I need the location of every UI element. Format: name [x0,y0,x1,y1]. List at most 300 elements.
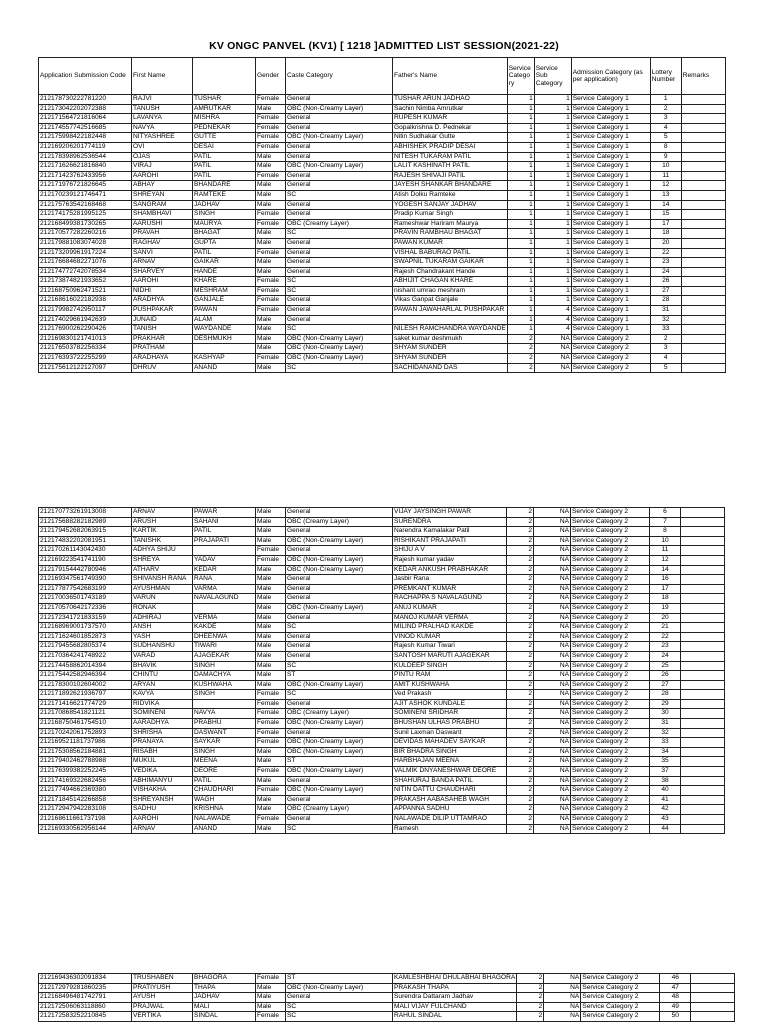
cell-lottery-number: 2 [650,104,681,114]
cell-gender: Female [256,219,286,229]
cell-gender: Male [256,267,286,277]
table-row [39,286,726,296]
cell-fathers-name: LALIT KASHINATH PATIL [393,162,508,172]
cell-admission-category: Service Category 1 [571,210,650,220]
cell-remarks [681,238,725,248]
table-row [39,315,726,325]
cell-application-code: 212174832202081951 [39,536,132,546]
cell-remarks [681,642,725,652]
cell-first-name: KAVYA [132,690,193,700]
cell-first-name: SADHU [132,805,193,815]
cell-lottery-number: 32 [650,728,681,738]
cell-admission-category: Service Category 1 [571,267,650,277]
cell-service-category: 2 [507,363,534,373]
table-row [39,95,726,105]
cell-service-sub-category: NA [534,776,571,786]
table-row [39,757,725,767]
cell-admission-category: Service Category 2 [571,354,650,364]
cell-first-name: AARUSHI [132,219,193,229]
cell-service-category: 1 [507,258,534,268]
cell-admission-category: Service Category 2 [571,824,650,834]
cell-lottery-number: 10 [650,162,681,172]
cell-caste-category: General [286,651,393,661]
table-row [39,993,735,1003]
cell-first-name: ARUSH [132,517,193,527]
document-title: KV ONGC PANVEL (KV1) [ 1218 ]ADMITTED LIST SESSION(2021-22) [209,40,559,52]
cell-service-category: 2 [507,334,534,344]
cell-service-sub-category: NA [534,508,571,518]
cell-first-name: VERTIKA [132,1012,193,1022]
table-row [39,508,725,518]
table-row [39,123,726,133]
cell-caste-category: OBC (Creamy Layer) [286,805,393,815]
cell-admission-category: Service Category 2 [571,786,650,796]
cell-first-name: ARNAV [132,508,193,518]
cell-fathers-name: Rajesh Chandrakant Hande [393,267,508,277]
cell-service-category: 1 [507,267,534,277]
cell-service-category: 1 [507,248,534,258]
cell-first-name: YASH [132,632,193,642]
cell-application-code: 212176684682271076 [39,258,132,268]
cell-service-sub-category: NA [534,344,571,354]
cell-admission-category: Service Category 2 [571,565,650,575]
cell-last-name: JADHAV [193,993,256,1003]
cell-fathers-name: RACHAPPA S NAVALAGUND [393,594,507,604]
cell-caste-category: General [286,699,393,709]
cell-last-name [193,344,256,354]
cell-caste-category: OBC (Non-Creamy Layer) [286,555,393,565]
cell-admission-category: Service Category 2 [571,555,650,565]
cell-caste-category: General [286,632,393,642]
cell-caste-category: SC [286,690,393,700]
table-row [39,776,725,786]
cell-service-sub-category: NA [534,680,571,690]
cell-application-code: 212170242061752893 [39,728,132,738]
table-row [39,738,725,748]
cell-remarks [681,286,725,296]
cell-service-sub-category: 1 [534,123,571,133]
cell-service-category: 2 [507,805,534,815]
cell-service-sub-category: 1 [534,248,571,258]
cell-admission-category: Service Category 1 [571,200,650,210]
cell-first-name: ADHIRAJ [132,613,193,623]
cell-service-category: 1 [507,162,534,172]
cell-remarks [681,805,725,815]
cell-service-category: 1 [507,315,534,325]
cell-service-sub-category: NA [534,575,571,585]
cell-caste-category: OBC (Non-Creamy Layer) [286,536,393,546]
cell-gender: Male [256,162,286,172]
table-row [39,699,725,709]
cell-last-name: SINGH [193,661,256,671]
cell-application-code: 212168611661737198 [39,815,132,825]
cell-service-sub-category: NA [544,1002,581,1012]
cell-remarks [681,354,725,364]
cell-service-sub-category: NA [534,786,571,796]
cell-lottery-number: 48 [660,993,691,1003]
cell-service-sub-category: NA [534,594,571,604]
cell-remarks [681,334,725,344]
table-row [39,719,725,729]
cell-last-name: DHEENWA [193,632,256,642]
cell-fathers-name: Sachin Nimba Amrutkar [393,104,508,114]
cell-application-code: 212170773261913008 [39,508,132,518]
cell-service-sub-category: NA [534,613,571,623]
cell-remarks [691,974,735,984]
cell-admission-category: Service Category 2 [571,517,650,527]
cell-caste-category: General [286,210,393,220]
cell-service-sub-category: NA [534,824,571,834]
cell-service-sub-category: 1 [534,104,571,114]
cell-remarks [681,776,725,786]
admitted-list-table-page-2 [38,507,725,834]
cell-first-name: RAGHAV [132,238,193,248]
cell-gender: Female [256,709,286,719]
cell-service-category: 2 [507,671,534,681]
cell-fathers-name: ABHISHEK PRADIP DESAI [393,142,508,152]
cell-first-name: OVI [132,142,193,152]
cell-application-code: 212168496481742791 [39,993,132,1003]
cell-first-name: ABHAY [132,181,193,191]
cell-service-sub-category: NA [534,565,571,575]
cell-remarks [681,757,725,767]
cell-first-name: TANUSH [132,104,193,114]
cell-last-name: ANAND [193,363,256,373]
cell-service-category: 1 [507,286,534,296]
table-row [39,229,726,239]
cell-remarks [681,508,725,518]
cell-lottery-number: 1 [650,95,681,105]
cell-last-name: SINGH [193,747,256,757]
cell-service-sub-category: NA [534,334,571,344]
cell-last-name: TUSHAR [193,95,256,105]
cell-application-code: 212176900262290426 [39,325,132,335]
cell-fathers-name: VALMIK DNYANESHWAR DEORE [393,767,507,777]
cell-admission-category: Service Category 1 [571,248,650,258]
cell-admission-category: Service Category 2 [571,623,650,633]
cell-last-name: RANA [193,575,256,585]
cell-application-code: 212171416621774729 [39,699,132,709]
cell-service-category: 1 [507,171,534,181]
cell-first-name: SHARVEY [132,267,193,277]
cell-remarks [681,555,725,565]
admitted-list-table-page-3 [38,973,735,1022]
cell-fathers-name: JAYESH SHANKAR BHANDARE [393,181,508,191]
cell-service-category: 2 [507,508,534,518]
cell-remarks [681,815,725,825]
cell-admission-category: Service Category 2 [581,1002,660,1012]
cell-gender: Male [256,517,286,527]
cell-lottery-number: 8 [650,142,681,152]
cell-first-name: AYUSHMAN [132,584,193,594]
cell-remarks [681,747,725,757]
cell-gender: Male [256,671,286,681]
cell-admission-category: Service Category 2 [571,738,650,748]
cell-service-category: 2 [507,584,534,594]
table-row [39,248,726,258]
cell-admission-category: Service Category 2 [571,767,650,777]
cell-gender: Male [256,824,286,834]
cell-fathers-name: RUPESH KUMAR [393,114,508,124]
cell-gender: Male [256,623,286,633]
cell-remarks [681,603,725,613]
cell-admission-category: Service Category 2 [571,699,650,709]
cell-service-sub-category: NA [534,738,571,748]
cell-lottery-number: 26 [650,277,681,287]
cell-service-category: 2 [507,613,534,623]
cell-lottery-number: 9 [650,152,681,162]
cell-application-code: 212174458862014394 [39,661,132,671]
cell-first-name: TRUSHABEN [132,974,193,984]
cell-lottery-number: 33 [650,325,681,335]
cell-application-code: 212171564721816064 [39,114,132,124]
cell-application-code: 212175308562184881 [39,747,132,757]
cell-first-name: ARNAV [132,258,193,268]
cell-first-name: KARTIK [132,527,193,537]
cell-lottery-number: 17 [650,584,681,594]
cell-gender: Female [256,142,286,152]
cell-service-category: 1 [507,142,534,152]
cell-application-code: 212168750962471521 [39,286,132,296]
cell-application-code: 212170868541821121 [39,709,132,719]
cell-service-category: 2 [517,993,544,1003]
cell-service-category: 2 [517,1012,544,1022]
cell-remarks [681,699,725,709]
cell-fathers-name: SHAHURAJ BANDA PATIL [393,776,507,786]
cell-fathers-name: BIR BHADRA SINGH [393,747,507,757]
cell-service-sub-category: 1 [534,219,571,229]
cell-lottery-number: 20 [650,238,681,248]
cell-last-name: PATIL [193,248,256,258]
table-row [39,277,726,287]
cell-admission-category: Service Category 1 [571,162,650,172]
cell-service-category: 2 [507,728,534,738]
cell-fathers-name: RAJESH SHIVAJI PATIL [393,171,508,181]
cell-last-name: SAYKAR [193,738,256,748]
table-row [39,815,725,825]
cell-service-sub-category: NA [534,767,571,777]
cell-service-category: 2 [507,767,534,777]
cell-remarks [681,267,725,277]
cell-first-name: AAROHI [132,171,193,181]
cell-lottery-number: 11 [650,171,681,181]
table-row [39,536,725,546]
cell-service-sub-category: 1 [534,152,571,162]
cell-application-code: 212174169322682456 [39,776,132,786]
cell-admission-category: Service Category 2 [581,974,660,984]
cell-first-name: PRATIYUSH [132,983,193,993]
table-row [39,594,725,604]
cell-remarks [681,671,725,681]
cell-first-name: CHINTU [132,671,193,681]
cell-gender: Male [256,632,286,642]
cell-service-sub-category: NA [544,974,581,984]
cell-fathers-name: PAWAN KUMAR [393,238,508,248]
cell-first-name: JUNAID [132,315,193,325]
cell-first-name: AAROHI [132,277,193,287]
cell-caste-category: OBC (Non-Creamy Layer) [286,603,393,613]
table-row [39,584,725,594]
cell-fathers-name: PREMKANT KUMAR [393,584,507,594]
table-row [39,210,726,220]
cell-fathers-name: SANTOSH MARUTI AJAGEKAR [393,651,507,661]
cell-application-code: 212175688282182989 [39,517,132,527]
cell-application-code: 212169206201774119 [39,142,132,152]
cell-caste-category: General [286,584,393,594]
cell-last-name: PATIL [193,776,256,786]
table-row [39,1002,735,1012]
header-last-name [193,58,256,95]
cell-gender: Male [256,584,286,594]
cell-gender: Male [256,508,286,518]
cell-application-code: 212171892621936797 [39,690,132,700]
cell-last-name: WAGH [193,795,256,805]
table-row [39,805,725,815]
cell-gender: Male [256,613,286,623]
header-application-code: Application Submission Code [39,58,132,95]
cell-service-sub-category: 4 [534,315,571,325]
cell-application-code: 212176399382252245 [39,767,132,777]
cell-lottery-number: 47 [660,983,691,993]
cell-first-name: AAROHI [132,815,193,825]
cell-first-name: LAVANYA [132,114,193,124]
cell-service-sub-category: NA [534,632,571,642]
cell-caste-category: General [286,95,393,105]
cell-fathers-name: PRAVIN RAMBHAU BHAGAT [393,229,508,239]
cell-first-name: SANGRAM [132,200,193,210]
cell-lottery-number: 24 [650,267,681,277]
cell-caste-category: General [286,181,393,191]
cell-application-code: 212174029661942639 [39,315,132,325]
cell-service-category: 2 [507,536,534,546]
cell-gender: Male [256,334,286,344]
cell-gender: Female [256,555,286,565]
cell-gender: Male [256,594,286,604]
cell-service-category: 2 [507,824,534,834]
cell-remarks [681,767,725,777]
cell-application-code: 212176503782256334 [39,344,132,354]
cell-caste-category: ST [286,671,393,681]
cell-application-code: 212172341721833159 [39,613,132,623]
cell-gender: Male [256,642,286,652]
cell-gender: Female [256,546,286,556]
cell-lottery-number: 3 [650,114,681,124]
cell-fathers-name: SURENDRA [393,517,507,527]
cell-caste-category: General [286,527,393,537]
cell-admission-category: Service Category 2 [571,334,650,344]
cell-caste-category: OBC (Non-Creamy Layer) [286,786,393,796]
cell-caste-category: SC [286,623,393,633]
cell-gender: Male [256,651,286,661]
table-row [39,306,726,316]
cell-service-sub-category: NA [534,546,571,556]
cell-last-name: HANDE [193,267,256,277]
cell-remarks [681,719,725,729]
cell-remarks [681,258,725,268]
cell-last-name: THAPA [193,983,256,993]
cell-lottery-number: 28 [650,296,681,306]
cell-service-category: 1 [507,306,534,316]
table-row [39,114,726,124]
cell-service-sub-category: NA [544,983,581,993]
cell-application-code: 212171845142266858 [39,795,132,805]
cell-service-sub-category: NA [534,536,571,546]
cell-caste-category: SC [286,277,393,287]
cell-caste-category: OBC (Non-Creamy Layer) [286,133,393,143]
cell-service-sub-category: NA [534,527,571,537]
cell-application-code: 212179154442780946 [39,565,132,575]
cell-application-code: 212176393722255299 [39,354,132,364]
cell-lottery-number: 4 [650,354,681,364]
cell-first-name: SHREYANSH [132,795,193,805]
cell-gender: Male [256,680,286,690]
table-row [39,575,725,585]
cell-first-name: VISHAKHA [132,786,193,796]
cell-remarks [681,229,725,239]
cell-service-category: 1 [507,238,534,248]
cell-fathers-name: PRAKASH THAPA [393,983,517,993]
cell-service-sub-category: NA [534,354,571,364]
cell-admission-category: Service Category 1 [571,123,650,133]
cell-service-sub-category: 1 [534,210,571,220]
cell-fathers-name: DEVIDAS MAHADEV SAYKAR [393,738,507,748]
cell-remarks [681,680,725,690]
cell-lottery-number: 14 [650,200,681,210]
cell-fathers-name: Sunil Laxman Daswant [393,728,507,738]
cell-gender: Female [256,738,286,748]
cell-caste-category: SC [286,824,393,834]
cell-gender: Male [256,565,286,575]
cell-remarks [681,123,725,133]
cell-fathers-name: YOGESH SANJAY JADHAV [393,200,508,210]
header-remarks: Remarks [681,58,725,95]
table-row [39,974,735,984]
cell-last-name: NALAWADE [193,815,256,825]
cell-fathers-name: AMIT KUSHWAHA [393,680,507,690]
cell-fathers-name: nishant umrao meshram [393,286,508,296]
cell-service-sub-category: NA [534,795,571,805]
table-row [39,527,725,537]
cell-application-code: 212168499381730265 [39,219,132,229]
cell-gender: Male [256,575,286,585]
cell-caste-category: OBC (Creamy Layer) [286,517,393,527]
cell-gender: Female [256,114,286,124]
cell-remarks [681,219,725,229]
cell-lottery-number: 2 [650,334,681,344]
cell-service-sub-category: NA [534,555,571,565]
cell-remarks [681,325,725,335]
cell-fathers-name: RAHUL SINDAL [393,1012,517,1022]
table-row [39,546,725,556]
cell-gender: Female [256,296,286,306]
cell-fathers-name: Surendra Dattaram Jadhav [393,993,517,1003]
cell-fathers-name: BHUSHAN ULHAS PRABHU [393,719,507,729]
cell-last-name: YADAV [193,555,256,565]
cell-first-name: AYUSH [132,993,193,1003]
cell-remarks [681,152,725,162]
cell-fathers-name: APPANNA SADHU [393,805,507,815]
cell-admission-category: Service Category 2 [571,747,650,757]
cell-gender: Female [256,786,286,796]
cell-service-category: 2 [507,747,534,757]
cell-gender: Female [256,767,286,777]
cell-fathers-name: Rajesh Kumar Tiwari [393,642,507,652]
cell-gender: Male [256,229,286,239]
cell-first-name: VIRAJ [132,162,193,172]
cell-remarks [681,133,725,143]
table-row [39,267,726,277]
cell-service-category: 2 [507,719,534,729]
